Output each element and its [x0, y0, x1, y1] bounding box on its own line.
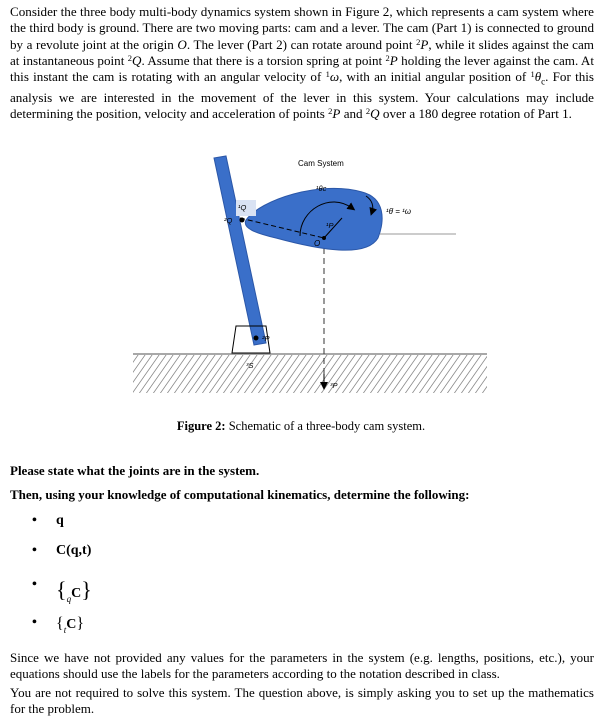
lever [214, 156, 266, 345]
list-item: • q [32, 513, 64, 528]
label-2Q: ²Q [224, 216, 233, 225]
question-kinematics: Then, using your knowledge of computational kinematics, determine the following: [10, 487, 470, 502]
label-omega: ¹θ̇ = ¹ω [386, 207, 412, 216]
list-item: • C(q,t) [32, 543, 92, 558]
ground-hatch [133, 355, 487, 393]
list-item: • $\{_tC\}$ [32, 615, 85, 635]
list-item: • $\{_qC\}$ [32, 577, 92, 604]
label-1Q: ¹Q [238, 203, 247, 212]
question-joints: Please state what the joints are in the system. [10, 463, 260, 478]
label-1P: ¹P [326, 221, 334, 230]
note-not-required: You are not required to solve this system. The question above, is simply asking you to set up the mathematics for the problem. [10, 685, 594, 716]
origin-point [322, 236, 326, 240]
problem-statement: Consider the three body multi-body dynamics system shown in Figure 2, which represents a cam system where the third body is ground. There are two moving parts: cam and a lever. The cam (Part 1) is connected to ground by a revolute joint at the origin O. The lever (Part 2) can rotate around point $^2$P, while it slides against the cam at instantaneous point $^2$Q. Assume that there is a torsion spring at point $^2$P holding the lever against the cam. At this instant the cam is rotating with an angular velocity of $^1$ω, with an initial angular position of $^1\theta_c$. For this analysis we are interested in the movement of the lever in this system. Your calculations may include determining the position, velocity and acceleration of points $^2$P and $^2$Q over a 180 degree rotation of Part 1. [10, 4, 594, 122]
label-3P: ³P [330, 381, 338, 390]
label-3S: ³S [246, 361, 254, 370]
figure-title: Cam System [298, 159, 344, 168]
label-O: O [314, 239, 321, 248]
cam-system-figure [0, 148, 602, 448]
label-theta-c: ¹θc [316, 184, 327, 193]
note-parameters: Since we have not provided any values for the parameters in the system (e.g. lengths, positions, etc.), your equations should use the labels for the parameters according to the notation described in class. [10, 650, 594, 681]
q-point [240, 218, 245, 223]
figure-caption: Figure 2: Schematic of a three-body cam system. [176, 419, 426, 433]
pin-point [254, 336, 259, 341]
label-2P: ²P [262, 334, 270, 343]
